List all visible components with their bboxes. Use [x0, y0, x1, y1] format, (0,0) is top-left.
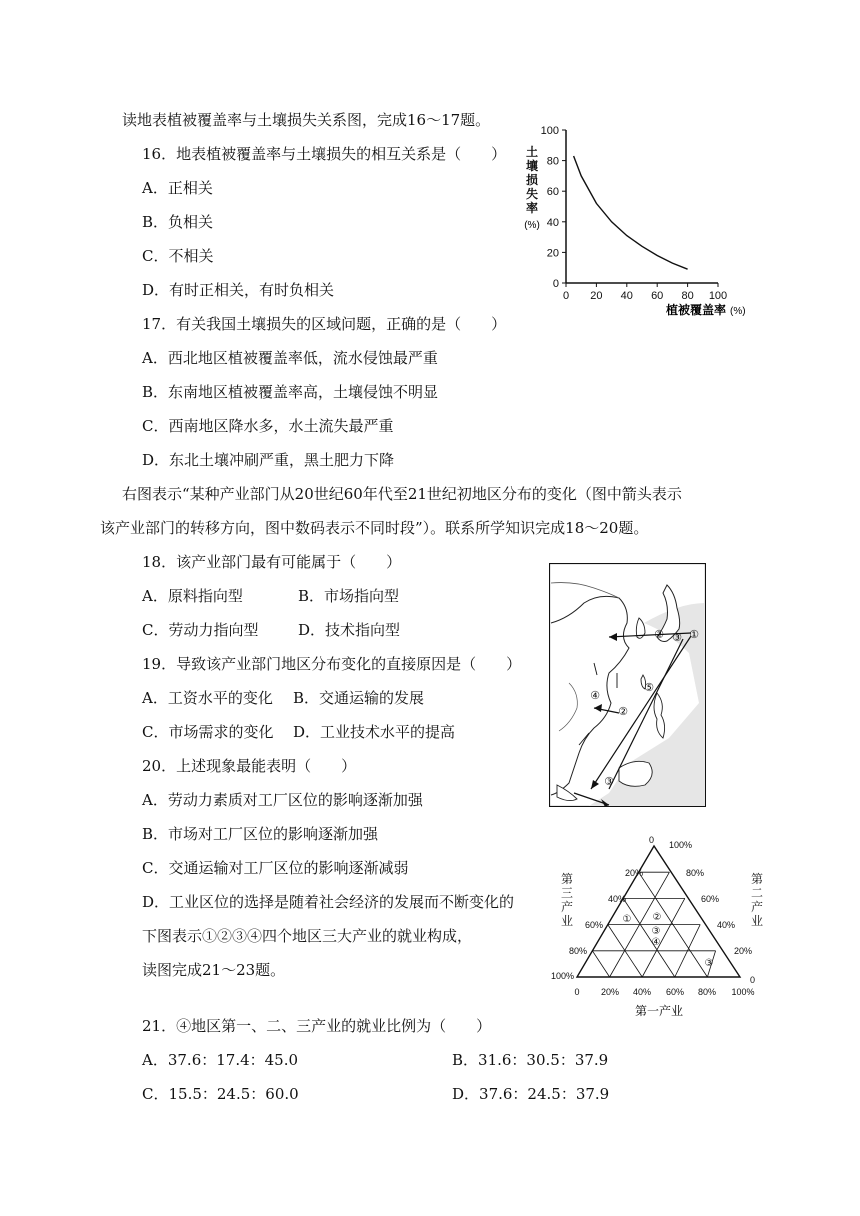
svg-text:损: 损: [525, 173, 539, 187]
q17-option-d[interactable]: D．东北土壤冲刷严重，黑土肥力下降: [142, 451, 395, 469]
x-axis-label: 植被覆盖率: [666, 303, 727, 317]
left-tick-60: 60%: [584, 920, 603, 930]
svg-text:二: 二: [750, 886, 764, 900]
y-tick-60: 60: [546, 186, 559, 199]
bottom-tick-20: 20%: [600, 987, 620, 997]
y-tick-labels: [541, 125, 566, 290]
q16-stem: 16．地表植被覆盖率与土壤损失的相互关系是（ ）: [142, 145, 507, 163]
bottom-tick-40: 40%: [632, 987, 652, 997]
q17-option-c[interactable]: C．西南地区降水多，水土流失最严重: [142, 417, 394, 435]
q18-stem: 18．该产业部门最有可能属于（ ）: [142, 553, 402, 571]
ternary-point-3a: ③: [651, 926, 661, 937]
y-tick-20: 20: [546, 247, 559, 260]
intro-21-23-line2: 读图完成21～23题。: [142, 961, 286, 979]
industry-shift-map: [549, 563, 706, 807]
q21-option-d[interactable]: D．37.6：24.5：37.9: [452, 1085, 610, 1103]
ternary-point-1: ①: [622, 914, 632, 925]
intro-18-20-line2: 该产业部门的转移方向，图中数码表示不同时段”）。联系所学知识完成18～20题。: [100, 519, 649, 537]
x-tick-20: 20: [590, 290, 603, 302]
x-axis-unit: (%): [730, 306, 746, 317]
soil-loss-chart: [515, 118, 760, 318]
soil-loss-curve: [574, 156, 688, 269]
intro-16-17: 读地表植被覆盖率与土壤损失关系图，完成16～17题。: [122, 111, 491, 129]
bottom-axis-title: 第一产业: [634, 1004, 684, 1018]
q20-option-d[interactable]: D．工业区位的选择是随着社会经济的发展而不断变化的: [142, 893, 515, 911]
right-tick-40: 40%: [717, 920, 736, 930]
q16-option-d[interactable]: D．有时正相关，有时负相关: [142, 281, 335, 299]
q19-option-d[interactable]: D．工业技术水平的提高: [293, 723, 456, 741]
y-tick-80: 80: [546, 155, 559, 168]
left-tick-40: 40%: [607, 894, 626, 904]
ternary-point-2: ②: [652, 912, 662, 923]
borneo-island: [619, 761, 652, 786]
svg-text:三: 三: [560, 886, 574, 900]
map-label-5: ⑤: [644, 682, 654, 694]
svg-text:土: 土: [525, 145, 539, 159]
q20-option-a[interactable]: A．劳动力素质对工厂区位的影响逐渐加强: [142, 791, 423, 809]
y-tick-40: 40: [546, 216, 559, 229]
q21-stem: 21．④地区第一、二、三产业的就业比例为（ ）: [142, 1017, 492, 1035]
q17-option-a[interactable]: A．西北地区植被覆盖率低，流水侵蚀最严重: [142, 349, 438, 367]
svg-text:率: 率: [525, 201, 539, 215]
map-label-3a: ③: [672, 632, 682, 644]
intro-21-23-line1: 下图表示①②③④四个地区三大产业的就业构成，: [142, 927, 473, 945]
q18-option-b[interactable]: B．市场指向型: [298, 587, 400, 605]
right-tick-100: 100%: [669, 840, 693, 850]
q19-stem: 19．导致该产业部门地区分布变化的直接原因是（ ）: [142, 655, 522, 673]
map-label-2b: ②: [618, 706, 628, 718]
bottom-tick-0: 0: [574, 987, 580, 997]
y-axis-label: [526, 144, 538, 215]
svg-text:第: 第: [750, 872, 764, 886]
svg-text:失: 失: [525, 187, 539, 201]
top-zero: 0: [649, 835, 655, 845]
q16-option-a[interactable]: A．正相关: [142, 179, 213, 197]
right-axis-title: [751, 872, 763, 928]
svg-text:产: 产: [750, 900, 764, 914]
q16-option-b[interactable]: B．负相关: [142, 213, 214, 231]
map-label-2a: ②: [654, 629, 664, 641]
map-label-4: ④: [590, 690, 600, 702]
left-tick-80: 80%: [568, 946, 587, 956]
x-tick-40: 40: [620, 290, 633, 302]
svg-text:业: 业: [560, 914, 574, 928]
ternary-grid: [592, 872, 715, 977]
q17-stem: 17．有关我国土壤损失的区域问题，正确的是（ ）: [142, 315, 507, 333]
x-tick-100: 100: [708, 290, 728, 302]
q19-option-a[interactable]: A．工资水平的变化: [142, 689, 273, 707]
intro-18-20-line1: 右图表示“某种产业部门从20世纪60年代至21世纪初地区分布的变化（图中箭头表示: [122, 485, 682, 503]
q18-option-c[interactable]: C．劳动力指向型: [142, 621, 259, 639]
svg-text:产: 产: [560, 900, 574, 914]
y-tick-0: 0: [552, 278, 559, 290]
right-tick-0: 0: [750, 975, 756, 985]
x-tick-60: 60: [651, 290, 664, 302]
q20-option-c[interactable]: C．交通运输对工厂区位的影响逐渐减弱: [142, 859, 409, 877]
bottom-tick-100: 100%: [731, 987, 755, 997]
q19-option-c[interactable]: C．市场需求的变化: [142, 723, 274, 741]
svg-text:第: 第: [560, 872, 574, 886]
y-tick-100: 100: [540, 125, 559, 137]
ternary-point-3b: ③: [704, 958, 714, 969]
right-tick-60: 60%: [701, 894, 720, 904]
ternary-employment-diagram: [545, 833, 775, 1023]
q21-option-c[interactable]: C．15.5：24.5：60.0: [142, 1085, 299, 1103]
bottom-tick-80: 80%: [697, 987, 717, 997]
q21-option-b[interactable]: B．31.6：30.5：37.9: [452, 1051, 609, 1069]
left-axis-title: [561, 872, 573, 928]
q20-option-b[interactable]: B．市场对工厂区位的影响逐渐加强: [142, 825, 379, 843]
map-label-3b: ③: [604, 776, 614, 788]
y-axis-unit: (%): [524, 220, 540, 231]
svg-text:业: 业: [750, 914, 764, 928]
map-label-1: ①: [689, 629, 699, 641]
left-tick-20: 20%: [624, 868, 643, 878]
x-tick-0: 0: [562, 290, 570, 302]
q21-option-a[interactable]: A．37.6：17.4：45.0: [142, 1051, 299, 1069]
right-tick-20: 20%: [734, 946, 753, 956]
q19-option-b[interactable]: B．交通运输的发展: [293, 689, 425, 707]
bottom-tick-60: 60%: [665, 987, 685, 997]
q20-stem: 20．上述现象最能表明（ ）: [142, 757, 357, 775]
right-tick-80: 80%: [686, 868, 705, 878]
x-tick-labels: [563, 283, 727, 302]
svg-text:壤: 壤: [525, 159, 539, 173]
ternary-point-4: ④: [651, 937, 661, 948]
q16-option-c[interactable]: C．不相关: [142, 247, 214, 265]
q18-option-a[interactable]: A．原料指向型: [142, 587, 243, 605]
q18-option-d[interactable]: D．技术指向型: [298, 621, 401, 639]
x-tick-80: 80: [681, 290, 694, 302]
left-tick-100: 100%: [550, 971, 574, 981]
ternary-points: [623, 912, 714, 969]
q17-option-b[interactable]: B．东南地区植被覆盖率高，土壤侵蚀不明显: [142, 383, 439, 401]
